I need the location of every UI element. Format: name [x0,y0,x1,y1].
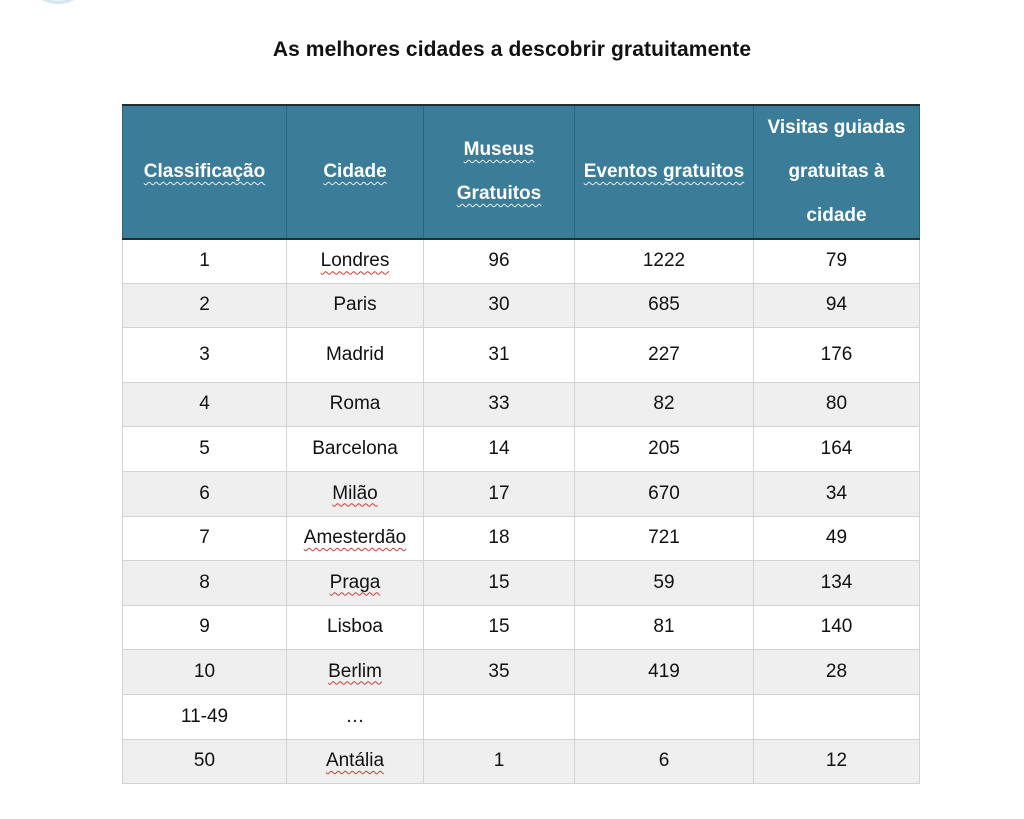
cell-museus [424,694,575,739]
cell-classificacao [123,327,287,382]
cell-visitas-text: 12 [825,750,848,771]
cell-eventos-text: 419 [648,660,680,682]
cell-museus-text: 31 [488,343,510,365]
cell-eventos [575,327,754,382]
header-eventos-gratuitos: Eventos gratuitos [575,105,754,239]
cell-classificacao [123,649,287,694]
cell-museus-text: 14 [488,437,510,459]
cell-cidade [287,649,424,694]
cell-museus-text: 1 [493,750,505,771]
cell-cidade-text: Londres [320,250,390,272]
cell-cidade-text: Paris [333,294,377,315]
cell-eventos-text: 6 [658,750,670,771]
cell-eventos [575,560,754,605]
cell-visitas-text: 80 [825,393,848,414]
cell-classificacao [123,516,287,560]
cell-classificacao-text: 50 [193,750,216,771]
cell-museus [424,382,575,426]
cell-classificacao [123,426,287,471]
cell-classificacao-text: 7 [199,527,210,548]
cell-visitas [754,605,920,649]
table-row [123,739,920,783]
cell-eventos-text: 81 [653,616,675,637]
cell-classificacao-text: 9 [199,616,210,637]
cell-classificacao [123,739,287,783]
cell-classificacao [123,471,287,516]
cell-cidade-text: Barcelona [312,437,398,459]
cell-eventos-text: 205 [648,437,680,459]
cell-visitas-text: 79 [825,250,848,272]
cell-eventos [575,426,754,471]
cell-eventos-text: 685 [648,294,680,315]
cell-museus [424,560,575,605]
cell-classificacao-text: 2 [199,294,210,315]
cell-classificacao [123,605,287,649]
cell-cidade-text: Antália [325,750,385,771]
table-row [123,382,920,426]
cell-cidade-text: Berlim [328,660,382,682]
cell-visitas-text: 28 [825,660,848,682]
cell-cidade [287,516,424,560]
page-title: As melhores cidades a descobrir gratuitamente [272,38,752,61]
cell-classificacao [123,560,287,605]
header-museus-gratuitos: Museus Gratuitos [424,105,575,239]
table-header-row [123,105,920,239]
cell-cidade [287,239,424,283]
cell-eventos-text: 82 [653,393,675,414]
cell-cidade [287,471,424,516]
table-row [123,694,920,739]
cell-classificacao-text: 4 [199,393,210,414]
cell-cidade [287,426,424,471]
cell-museus [424,471,575,516]
table-row [123,649,920,694]
cell-cidade-text: Milão [332,482,378,504]
cell-visitas-text: 134 [820,571,853,593]
cell-museus-text: 33 [488,393,510,414]
cell-eventos [575,283,754,327]
cell-eventos-text: 227 [648,343,680,365]
cell-classificacao-text: 10 [193,660,216,682]
cell-visitas-text: 164 [820,437,853,459]
cell-visitas [754,694,920,739]
cell-classificacao-text: 3 [199,343,210,365]
table-row [123,327,920,382]
cell-classificacao [123,239,287,283]
cell-visitas [754,739,920,783]
cell-visitas-text: 34 [825,482,848,504]
cell-cidade-text: Praga [329,571,381,593]
cell-museus [424,283,575,327]
cell-museus-text: 15 [488,571,510,593]
cell-eventos [575,382,754,426]
cell-eventos [575,605,754,649]
cell-visitas [754,327,920,382]
cell-eventos-text: 59 [653,571,675,593]
cell-cidade [287,739,424,783]
cell-museus [424,605,575,649]
cell-cidade [287,560,424,605]
cell-museus [424,649,575,694]
cell-eventos-text: 1222 [642,250,686,272]
header-classificacao: Classificação [123,105,287,239]
cell-eventos [575,516,754,560]
cell-eventos-text: 670 [648,482,680,504]
table-row [123,283,920,327]
cell-museus-text: 35 [488,660,510,682]
cell-classificacao [123,694,287,739]
cell-classificacao-text: 5 [199,437,210,459]
table-row [123,471,920,516]
cell-visitas-text: 176 [820,343,853,365]
cell-classificacao-text: 6 [199,482,210,504]
cell-cidade [287,605,424,649]
header-cidade: Cidade [287,105,424,239]
cell-eventos [575,739,754,783]
cell-classificacao [123,382,287,426]
cell-eventos [575,649,754,694]
table-row [123,426,920,471]
cell-classificacao-text: 11-49 [180,705,229,727]
cell-museus-text: 18 [488,527,510,548]
cell-cidade-text: … [345,705,365,727]
ranking-table [122,104,920,784]
cell-eventos-text: 721 [648,527,680,548]
cell-cidade [287,283,424,327]
cell-museus-text: 15 [488,616,510,637]
cell-visitas [754,382,920,426]
table-row [123,605,920,649]
cell-visitas [754,471,920,516]
cell-museus [424,516,575,560]
cell-cidade-text: Madrid [325,343,385,365]
cell-museus-text: 30 [488,294,510,315]
cell-visitas-text: 94 [825,294,848,315]
cell-classificacao-text: 1 [199,250,210,272]
cell-classificacao-text: 8 [199,571,210,593]
table-row [123,239,920,283]
cell-visitas [754,239,920,283]
cell-museus-text: 96 [488,250,510,272]
cell-visitas [754,649,920,694]
cell-museus-text: 17 [488,482,510,504]
cell-classificacao [123,283,287,327]
cell-museus [424,739,575,783]
cell-eventos [575,471,754,516]
cell-visitas-text: 140 [820,616,853,637]
cell-cidade [287,327,424,382]
cell-visitas [754,283,920,327]
decorative-corner-shape [28,0,88,4]
cell-eventos [575,694,754,739]
cell-museus [424,426,575,471]
cell-cidade-text: Roma [329,393,381,414]
header-visitas-guiadas: Visitas guiadas gratuitas à cidade [754,105,920,239]
cell-museus [424,327,575,382]
cell-cidade [287,382,424,426]
table-row [123,516,920,560]
cell-cidade [287,694,424,739]
cell-visitas [754,426,920,471]
cell-visitas [754,516,920,560]
cell-museus [424,239,575,283]
cell-eventos [575,239,754,283]
cell-visitas [754,560,920,605]
cell-cidade-text: Amesterdão [303,527,407,548]
table-row [123,560,920,605]
cell-cidade-text: Lisboa [327,616,383,637]
cell-visitas-text: 49 [825,527,848,548]
